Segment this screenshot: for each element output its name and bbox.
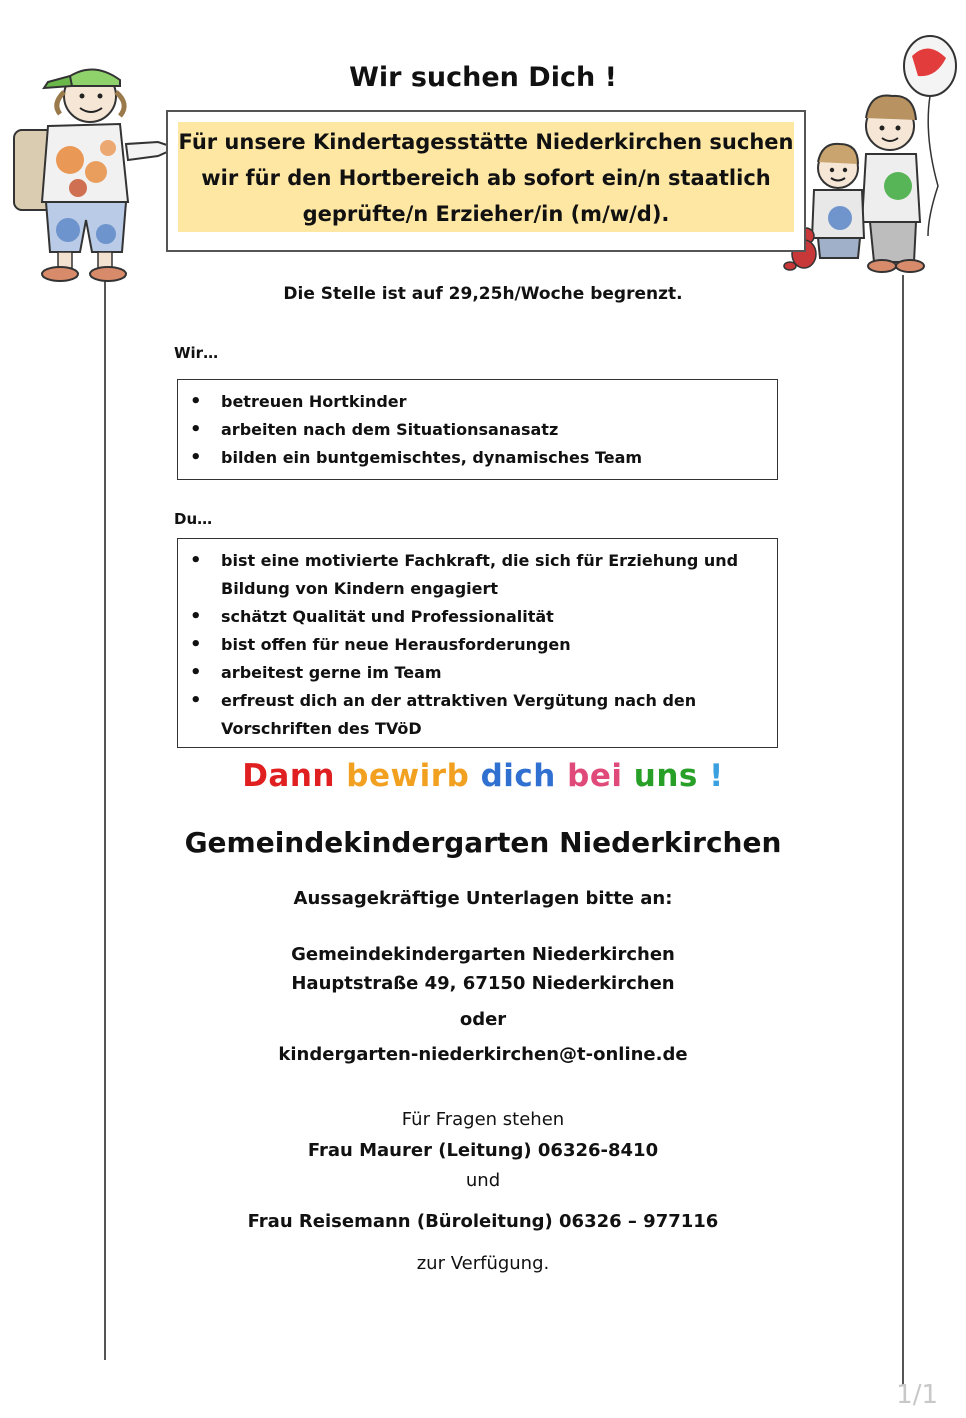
cta-word: Dann <box>242 758 335 794</box>
list-item: • betreuen Hortkinder <box>178 388 777 416</box>
address-name: Gemeindekindergarten Niederkirchen <box>291 944 675 965</box>
du-label: Du… <box>174 510 213 528</box>
cta-word: bewirb <box>346 758 470 794</box>
address-street: Hauptstraße 49, 67150 Niederkirchen <box>291 973 675 994</box>
wir-list <box>178 388 777 472</box>
wir-label: Wir… <box>174 344 219 362</box>
left-page-line <box>104 250 106 1360</box>
documents-intro: Aussagekräftige Unterlagen bitte an: <box>293 888 673 909</box>
apply-call-to-action <box>0 758 966 794</box>
email-address[interactable]: kindergarten-niederkirchen@t-online.de <box>278 1044 688 1065</box>
list-item: • erfreust dich an der attraktiven Vergütung nach den Vorschriften des TVöD <box>178 687 763 743</box>
cta-word: ! <box>709 758 724 794</box>
list-item: • bist offen für neue Herausforderungen <box>178 631 763 659</box>
job-announcement-text <box>178 122 794 232</box>
cta-word: bei <box>567 758 623 794</box>
list-item: • bist eine motivierte Fachkraft, die sich für Erziehung und Bildung von Kindern engagiert <box>178 547 763 603</box>
page-indicator: 1/1 <box>896 1380 938 1410</box>
announcement-line: wir für den Hortbereich ab sofort ein/n staatlich <box>201 166 771 190</box>
announcement-line: geprüfte/n Erzieher/in (m/w/d). <box>302 202 670 226</box>
contact-person-2: Frau Reisemann (Büroleitung) 06326 – 977116 <box>247 1211 719 1232</box>
announcement-line: Für unsere Kindertagesstätte Niederkirchen suchen <box>178 130 794 154</box>
closing-text: zur Verfügung. <box>416 1253 550 1274</box>
list-item: • schätzt Qualität und Professionalität <box>178 603 763 631</box>
questions-intro: Für Fragen stehen <box>401 1109 565 1130</box>
du-list-box <box>177 538 778 748</box>
hours-limit-text: Die Stelle ist auf 29,25h/Woche begrenzt. <box>283 284 683 304</box>
organisation-name: Gemeindekindergarten Niederkirchen <box>184 826 782 859</box>
list-item: • arbeitest gerne im Team <box>178 659 763 687</box>
du-list <box>178 547 763 743</box>
cta-word: uns <box>633 758 698 794</box>
cta-word: dich <box>480 758 556 794</box>
page-title: Wir suchen Dich ! <box>349 62 617 93</box>
list-item: • arbeiten nach dem Situationsanasatz <box>178 416 777 444</box>
wir-list-box <box>177 379 778 480</box>
and-text: und <box>465 1170 501 1191</box>
or-text: oder <box>459 1009 507 1030</box>
contact-person-1: Frau Maurer (Leitung) 06326-8410 <box>307 1140 659 1161</box>
job-announcement-box <box>166 110 806 252</box>
list-item: • bilden ein buntgemischtes, dynamisches Team <box>178 444 777 472</box>
